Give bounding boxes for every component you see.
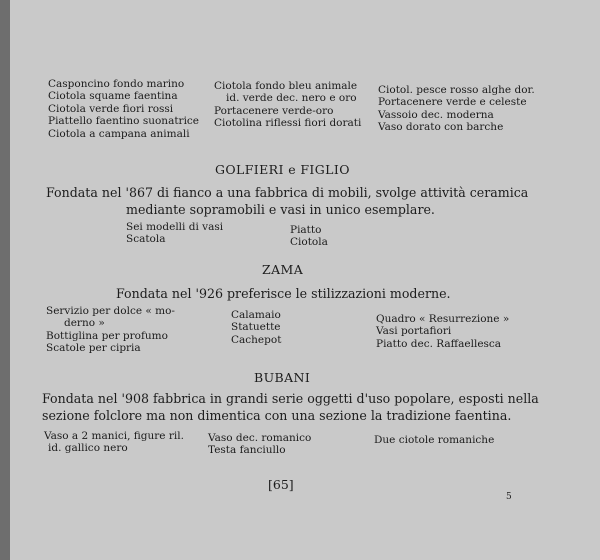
- golfieri-intro: [46, 184, 528, 218]
- top-list-col3: [378, 84, 535, 134]
- list-item: Scatola: [126, 233, 166, 246]
- list-item: Bottiglina per profumo: [46, 329, 168, 342]
- list-item: id. gallico nero: [48, 442, 128, 455]
- list-item: Quadro « Resurrezione »: [376, 313, 510, 325]
- list-item: Vaso dorato con barche: [378, 121, 504, 134]
- list-item: Sei modelli di vasi: [126, 221, 224, 233]
- zama-col2: [231, 309, 281, 346]
- bubani-col1: [44, 430, 184, 455]
- list-item: Portacenere verde-oro: [214, 104, 334, 117]
- golfieri-col2: [290, 224, 328, 249]
- page-number: [65]: [268, 477, 294, 492]
- list-item: Piattello faentino suonatrice: [48, 115, 200, 128]
- list-item: Vasi portafiori: [376, 325, 452, 338]
- bubani-intro: [42, 390, 539, 424]
- top-list-col2: [214, 80, 361, 130]
- list-item: Scatole per cipria: [46, 342, 141, 355]
- list-item: Ciotol. pesce rosso alghe dor.: [378, 84, 535, 96]
- list-item: Ciotolina riflessi fiori dorati: [214, 117, 362, 130]
- zama-intro: Fondata nel '926 preferisce le stilizzazioni moderne.: [116, 286, 451, 301]
- list-item: Ciotola a campana animali: [48, 127, 190, 140]
- list-item: Vaso dec. romanico: [208, 432, 312, 444]
- list-item: Vassoio dec. moderna: [378, 108, 494, 121]
- list-item: Piatto dec. Raffaellesca: [376, 337, 502, 350]
- zama-col3: [376, 313, 509, 350]
- golfieri-col1: [126, 221, 223, 246]
- list-item: Servizio per dolce « mo-: [46, 305, 175, 317]
- list-item: Vaso a 2 manici, figure ril.: [44, 430, 184, 442]
- bubani-col3: [374, 434, 494, 446]
- intro-line: mediante sopramobili e vasi in unico esemplare.: [126, 202, 435, 217]
- list-item: Casponcino fondo marino: [48, 78, 185, 90]
- section-heading-bubani: BUBANI: [254, 370, 311, 385]
- top-list-col1: [48, 78, 199, 140]
- sheet-mark: 5: [506, 492, 512, 502]
- list-item: Ciotola fondo bleu animale: [214, 80, 358, 92]
- intro-line: sezione folclore ma non dimentica con una sezione la tradizione faentina.: [42, 408, 512, 423]
- intro-line: Fondata nel '867 di fianco a una fabbrica di mobili, svolge attività ceramica: [46, 185, 529, 200]
- list-item: Portacenere verde e celeste: [378, 96, 527, 109]
- intro-line: Fondata nel '908 fabbrica in grandi serie oggetti d'uso popolare, esposti nella: [42, 391, 539, 406]
- zama-col1: [46, 305, 175, 355]
- list-item: Calamaio: [231, 309, 281, 321]
- list-item: Piatto: [290, 224, 322, 236]
- section-heading-golfieri: GOLFIERI e FIGLIO: [215, 162, 350, 177]
- list-item: Statuette: [231, 321, 281, 334]
- list-item: Testa fanciullo: [208, 444, 286, 457]
- document-page: [10, 0, 600, 560]
- list-item: id. verde dec. nero e oro: [226, 92, 357, 105]
- list-item: derno »: [64, 317, 105, 330]
- list-item: Due ciotole romaniche: [374, 434, 495, 446]
- list-item: Ciotola verde fiori rossi: [48, 102, 174, 115]
- list-item: Ciotola: [290, 236, 328, 249]
- bubani-col2: [208, 432, 311, 457]
- list-item: Ciotola squame faentina: [48, 90, 178, 103]
- list-item: Cachepot: [231, 333, 282, 346]
- section-heading-zama: ZAMA: [262, 262, 304, 277]
